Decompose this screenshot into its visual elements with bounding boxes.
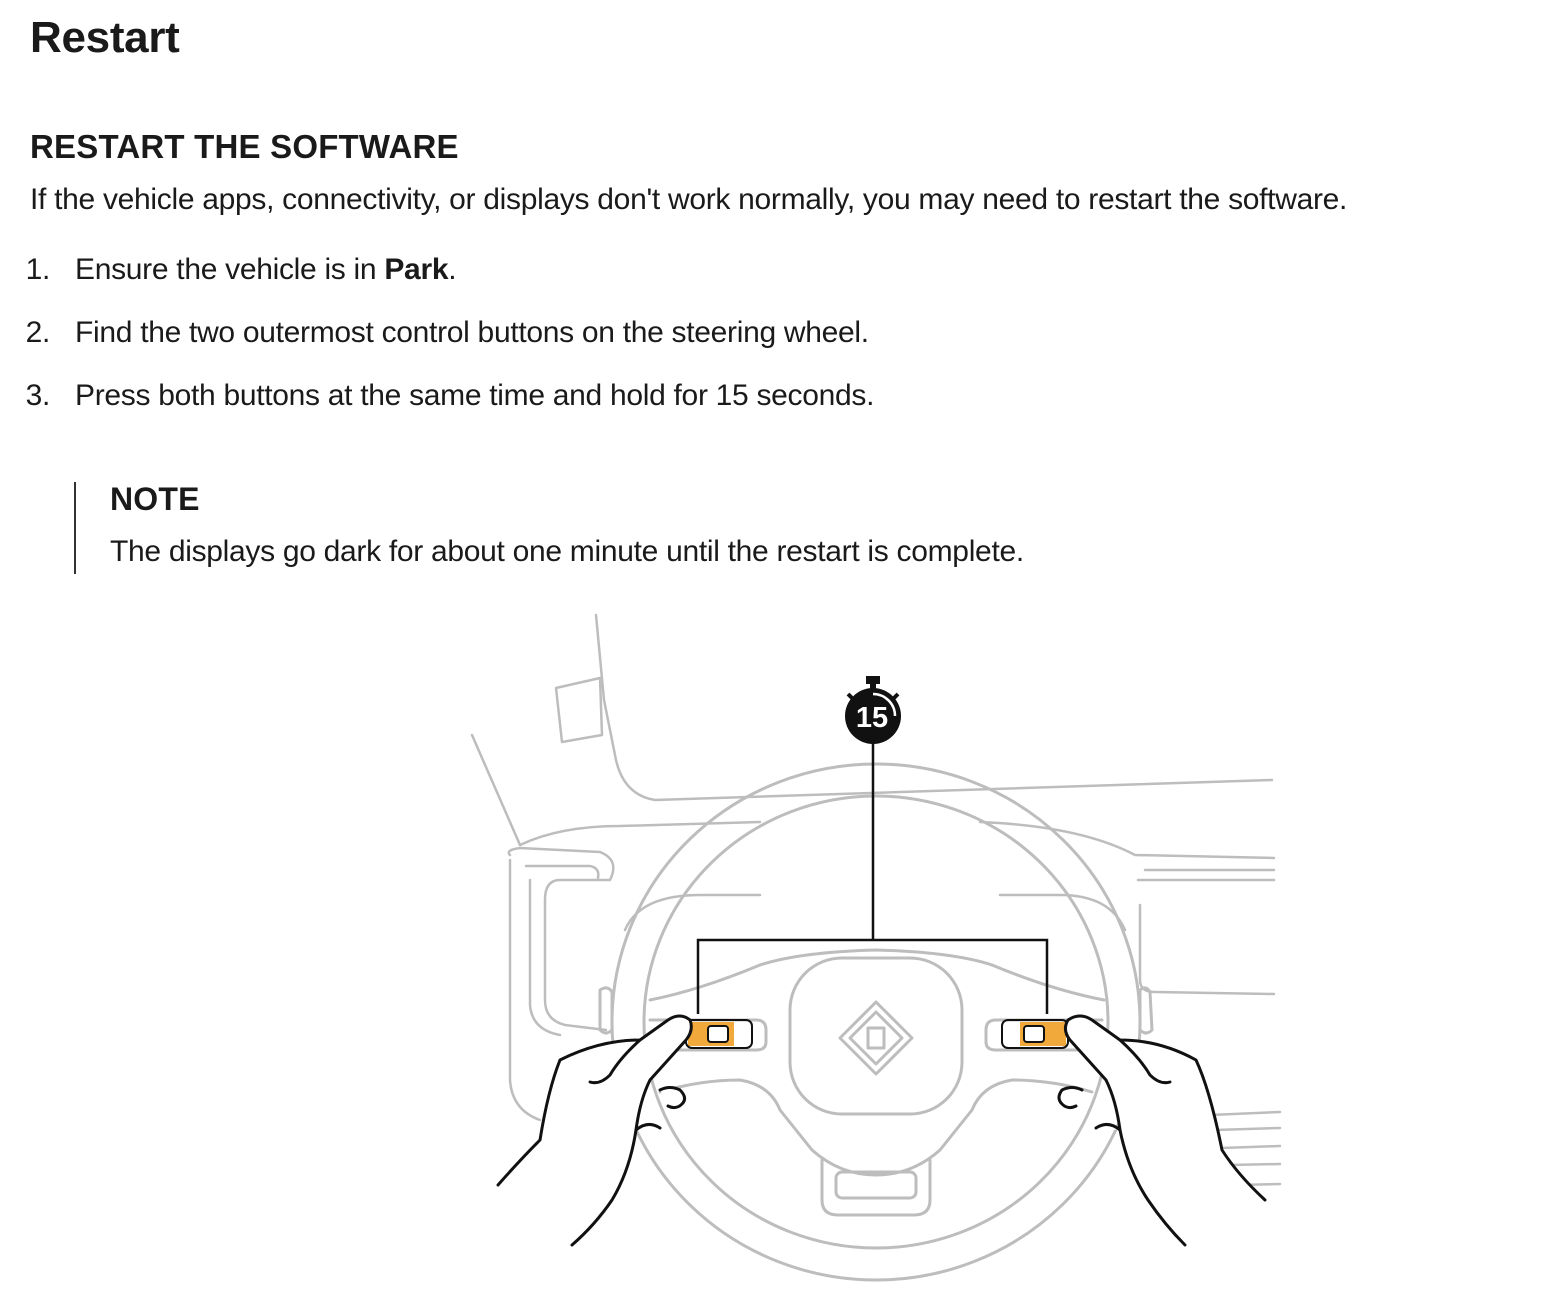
step-item bbox=[0, 313, 1200, 353]
note-text: The displays go dark for about one minute until the restart is complete. bbox=[110, 535, 1024, 568]
brand-logo-icon bbox=[840, 1002, 912, 1074]
callout-lines bbox=[698, 740, 1047, 1014]
steering-wheel-illustration bbox=[440, 610, 1300, 1290]
step-text bbox=[75, 250, 456, 290]
note-heading: NOTE bbox=[110, 481, 200, 517]
timer-label: 15 bbox=[855, 702, 889, 734]
step-text-part: Ensure the vehicle is in bbox=[75, 253, 385, 286]
section-heading: RESTART THE SOFTWARE bbox=[30, 128, 459, 165]
step-number: 3. bbox=[25, 379, 50, 412]
step-text: Press both buttons at the same time and hold for 15 seconds. bbox=[75, 379, 875, 412]
note-callout bbox=[74, 482, 1024, 574]
stopwatch-icon bbox=[845, 676, 901, 744]
step-item bbox=[0, 376, 1200, 416]
left-control-button bbox=[686, 1020, 752, 1048]
step-text: Find the two outermost control buttons on the steering wheel. bbox=[75, 316, 869, 349]
intro-paragraph: If the vehicle apps, connectivity, or displays don't work normally, you may need to restart the software. bbox=[30, 183, 1348, 216]
step-item bbox=[0, 250, 1200, 290]
step-number: 2. bbox=[25, 316, 50, 349]
page-title: Restart bbox=[30, 13, 180, 62]
left-hand bbox=[498, 1016, 691, 1245]
right-control-button bbox=[1002, 1020, 1068, 1048]
step-text-end: . bbox=[448, 253, 457, 286]
step-emphasis: Park bbox=[384, 253, 449, 286]
step-number: 1. bbox=[25, 253, 50, 286]
